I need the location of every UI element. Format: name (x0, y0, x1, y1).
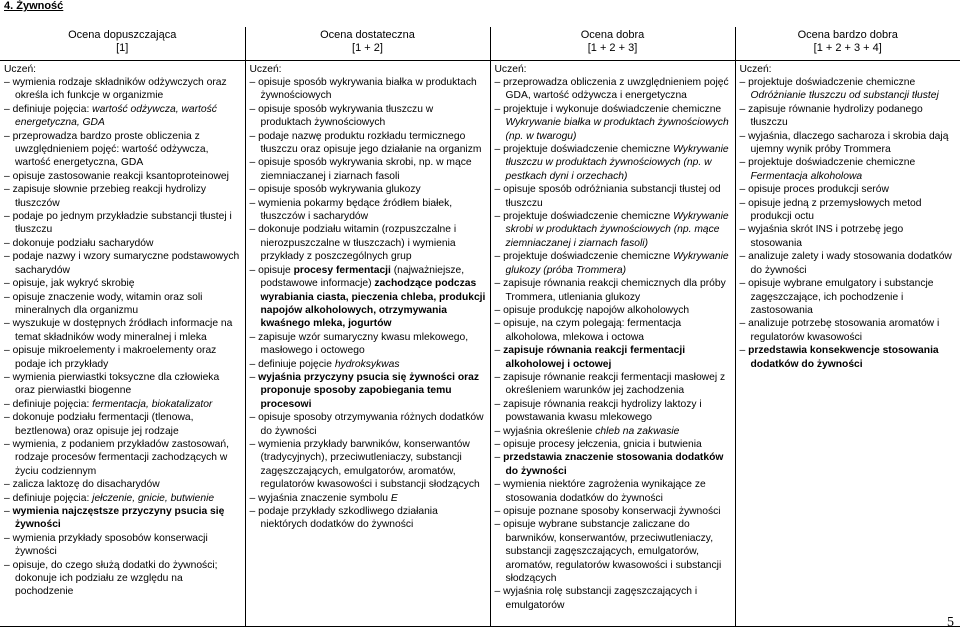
requirement-item: – wymienia przykłady barwników, konserwantów (tradycyjnych), przeciwutleniaczy, substancji zagęszczających, emulgatorów, aromatów, regulatorów kwasowości i substancji słodzących (250, 438, 487, 492)
requirement-item: – wymienia pokarmy będące źródłem białek, tłuszczów i sacharydów (250, 197, 487, 224)
requirement-item: – przedstawia znaczenie stosowania dodatków do żywności (495, 451, 732, 478)
requirement-item: – zapisuje równanie hydrolizy podanego tłuszczu (740, 103, 958, 130)
uczen-label: Uczeń: (739, 63, 772, 75)
requirement-item: – wymienia rodzaje składników odżywczych oraz określa ich funkcje w organizmie (4, 76, 242, 103)
requirement-item: – podaje nazwy i wzory sumaryczne podstawowych sacharydów (4, 250, 242, 277)
requirement-item: – definiuje pojęcia: fermentacja, biokatalizator (4, 398, 242, 411)
requirement-item: – podaje nazwę produktu rozkładu termicznego tłuszczu oraz opisuje jego działanie na organizm (250, 130, 487, 157)
requirement-item: – opisuje sposób wykrywania glukozy (250, 183, 487, 196)
requirement-item: – opisuje wybrane substancje zaliczane do barwników, konserwantów, przeciwutleniaczy, substancji zagęszczających, emulgatorów, aromatów, regulatorów kwasowości i substancji słodzących (495, 518, 732, 585)
requirement-item: – dokonuje podziału sacharydów (4, 237, 242, 250)
requirements-cell-3 (490, 60, 735, 626)
requirement-item: – projektuje doświadczenie chemiczne Fermentacja alkoholowa (740, 156, 958, 183)
requirement-item: – wymienia pierwiastki toksyczne dla człowieka oraz pierwiastki biogenne (4, 371, 242, 398)
requirement-item: – zapisuje równania reakcji fermentacji alkoholowej i octowej (495, 344, 732, 371)
header-row (0, 27, 960, 60)
requirement-item: – definiuje pojęcia: wartość odżywcza, wartość energetyczna, GDA (4, 103, 242, 130)
requirement-item: – opisuje sposób wykrywania skrobi, np. w mące ziemniaczanej i ziarnach fasoli (250, 156, 487, 183)
requirement-item: – opisuje znaczenie wody, witamin oraz soli mineralnych dla organizmu (4, 291, 242, 318)
grading-table (0, 27, 960, 627)
requirement-item: – opisuje procesy fermentacji (najważniejsze, podstawowe informacje) zachodzące podczas wyrabiania ciasta, pieczenia chleba, produkcji napojów alkoholowych, otrzymywania kwaśnego mleka, jogurtów (250, 264, 487, 331)
requirement-item: – opisuje, do czego służą dodatki do żywności; dokonuje ich podziału ze względu na pochodzenie (4, 559, 242, 599)
requirement-item: – opisuje sposób wykrywania białka w produktach żywnościowych (250, 76, 487, 103)
requirement-item: – przeprowadza obliczenia z uwzględnieniem pojęć GDA, wartość odżywcza i energetyczna (495, 76, 732, 103)
requirement-item: – zapisuje wzór sumaryczny kwasu mlekowego, masłowego i octowego (250, 331, 487, 358)
requirement-item: – wyjaśnia rolę substancji zagęszczających i emulgatorów (495, 585, 732, 612)
requirement-item: – opisuje poznane sposoby konserwacji żywności (495, 505, 732, 518)
requirements-cell-2 (245, 60, 490, 626)
requirement-item: – wyjaśnia, dlaczego sacharoza i skrobia dają ujemny wynik próby Trommera (740, 130, 958, 157)
requirement-item: – zapisuje równania reakcji chemicznych dla próby Trommera, utleniania glukozy (495, 277, 732, 304)
requirement-item: – projektuje doświadczenie chemiczne Wykrywanie skrobi w produktach żywnościowych (np. mące ziemniaczanej i ziarnach fasoli) (495, 210, 732, 250)
grade-header-3: Ocena dobra [1 + 2 + 3] (490, 27, 735, 60)
requirement-item: – definiuje pojęcia: jełczenie, gnicie, butwienie (4, 492, 242, 505)
requirement-item: – opisuje sposoby otrzymywania różnych dodatków do żywności (250, 411, 487, 438)
requirement-item: – przeprowadza bardzo proste obliczenia z uwzględnieniem pojęć: wartość odżywcza, wartość energetyczna, GDA (4, 130, 242, 170)
requirement-item: – wymienia najczęstsze przyczyny psucia się żywności (4, 505, 242, 532)
requirement-item: – projektuje doświadczenie chemiczne Wykrywanie tłuszczu w produktach żywnościowych (np. w pestkach dyni i orzechach) (495, 143, 732, 183)
requirement-item: – definiuje pojęcie hydroksykwas (250, 358, 487, 371)
uczen-label: Uczeń: (249, 63, 282, 75)
requirement-item: – opisuje, na czym polegają: fermentacja alkoholowa, mlekowa i octowa (495, 317, 732, 344)
requirement-item: – zapisuje słownie przebieg reakcji hydrolizy tłuszczów (4, 183, 242, 210)
uczen-label: Uczeń: (494, 63, 527, 75)
requirement-item: – opisuje zastosowanie reakcji ksantoproteinowej (4, 170, 242, 183)
requirement-item: – opisuje sposób wykrywania tłuszczu w produktach żywnościowych (250, 103, 487, 130)
requirement-item: – wyszukuje w dostępnych źródłach informacje na temat składników wody mineralnej i mleka (4, 317, 242, 344)
requirement-item: – opisuje sposób odróżniania substancji tłustej od tłuszczu (495, 183, 732, 210)
requirement-item: – analizuje zalety i wady stosowania dodatków do żywności (740, 250, 958, 277)
requirement-item: – wyjaśnia określenie chleb na zakwasie (495, 425, 732, 438)
requirements-cell-4 (735, 60, 960, 626)
requirement-item: – projektuje doświadczenie chemiczne Odróżnianie tłuszczu od substancji tłustej (740, 76, 958, 103)
requirement-item: – podaje przykłady szkodliwego działania niektórych dodatków do żywności (250, 505, 487, 532)
requirement-item: – opisuje procesy jełczenia, gnicia i butwienia (495, 438, 732, 451)
requirement-item: – wymienia, z podaniem przykładów zastosowań, rodzaje procesów fermentacji zachodzących w życiu codziennym (4, 438, 242, 478)
requirement-item: – analizuje potrzebę stosowania aromatów i regulatorów kwasowości (740, 317, 958, 344)
requirement-item: – opisuje jedną z przemysłowych metod produkcji octu (740, 197, 958, 224)
requirement-item: – zapisuje równanie reakcji fermentacji masłowej z określeniem warunków jej zachodzenia (495, 371, 732, 398)
requirement-item: – opisuje wybrane emulgatory i substancje zagęszczające, ich pochodzenie i zastosowania (740, 277, 958, 317)
section-heading: 4. Żywność (4, 0, 64, 12)
requirement-item: – dokonuje podziału witamin (rozpuszczalne i nierozpuszczalne w tłuszczach) i wymienia przykłady z poszczególnych grup (250, 223, 487, 263)
requirements-cell-1 (0, 60, 245, 626)
requirement-item: – dokonuje podziału fermentacji (tlenowa, beztlenowa) oraz opisuje jej rodzaje (4, 411, 242, 438)
grade-header-2: Ocena dostateczna [1 + 2] (245, 27, 490, 60)
requirement-item: – przedstawia konsekwencje stosowania dodatków do żywności (740, 344, 958, 371)
requirement-item: – opisuje produkcję napojów alkoholowych (495, 304, 732, 317)
requirement-item: – zapisuje równania reakcji hydrolizy laktozy i powstawania kwasu mlekowego (495, 398, 732, 425)
grade-header-4: Ocena bardzo dobra [1 + 2 + 3 + 4] (735, 27, 960, 60)
requirement-item: – wymienia niektóre zagrożenia wynikające ze stosowania dodatków do żywności (495, 478, 732, 505)
requirement-item: – wymienia przykłady sposobów konserwacji żywności (4, 532, 242, 559)
requirement-item: – podaje po jednym przykładzie substancji tłustej i tłuszczu (4, 210, 242, 237)
requirement-item: – opisuje, jak wykryć skrobię (4, 277, 242, 290)
grade-header-1: Ocena dopuszczająca [1] (0, 27, 245, 60)
requirement-item: – wyjaśnia przyczyny psucia się żywności oraz proponuje sposoby zapobiegania temu procesowi (250, 371, 487, 411)
requirement-item: – opisuje proces produkcji serów (740, 183, 958, 196)
requirements-row (0, 60, 960, 626)
uczen-label: Uczeń: (4, 63, 37, 75)
requirement-item: – zalicza laktozę do disacharydów (4, 478, 242, 491)
requirement-item: – projektuje doświadczenie chemiczne Wykrywanie glukozy (próba Trommera) (495, 250, 732, 277)
requirement-item: – wyjaśnia znaczenie symbolu E (250, 492, 487, 505)
requirement-item: – projektuje i wykonuje doświadczenie chemiczne Wykrywanie białka w produktach żywnościowych (np. w twarogu) (495, 103, 732, 143)
requirement-item: – opisuje mikroelementy i makroelementy oraz podaje ich przykłady (4, 344, 242, 371)
requirement-item: – wyjaśnia skrót INS i potrzebę jego stosowania (740, 223, 958, 250)
page-number: 5 (947, 615, 954, 630)
